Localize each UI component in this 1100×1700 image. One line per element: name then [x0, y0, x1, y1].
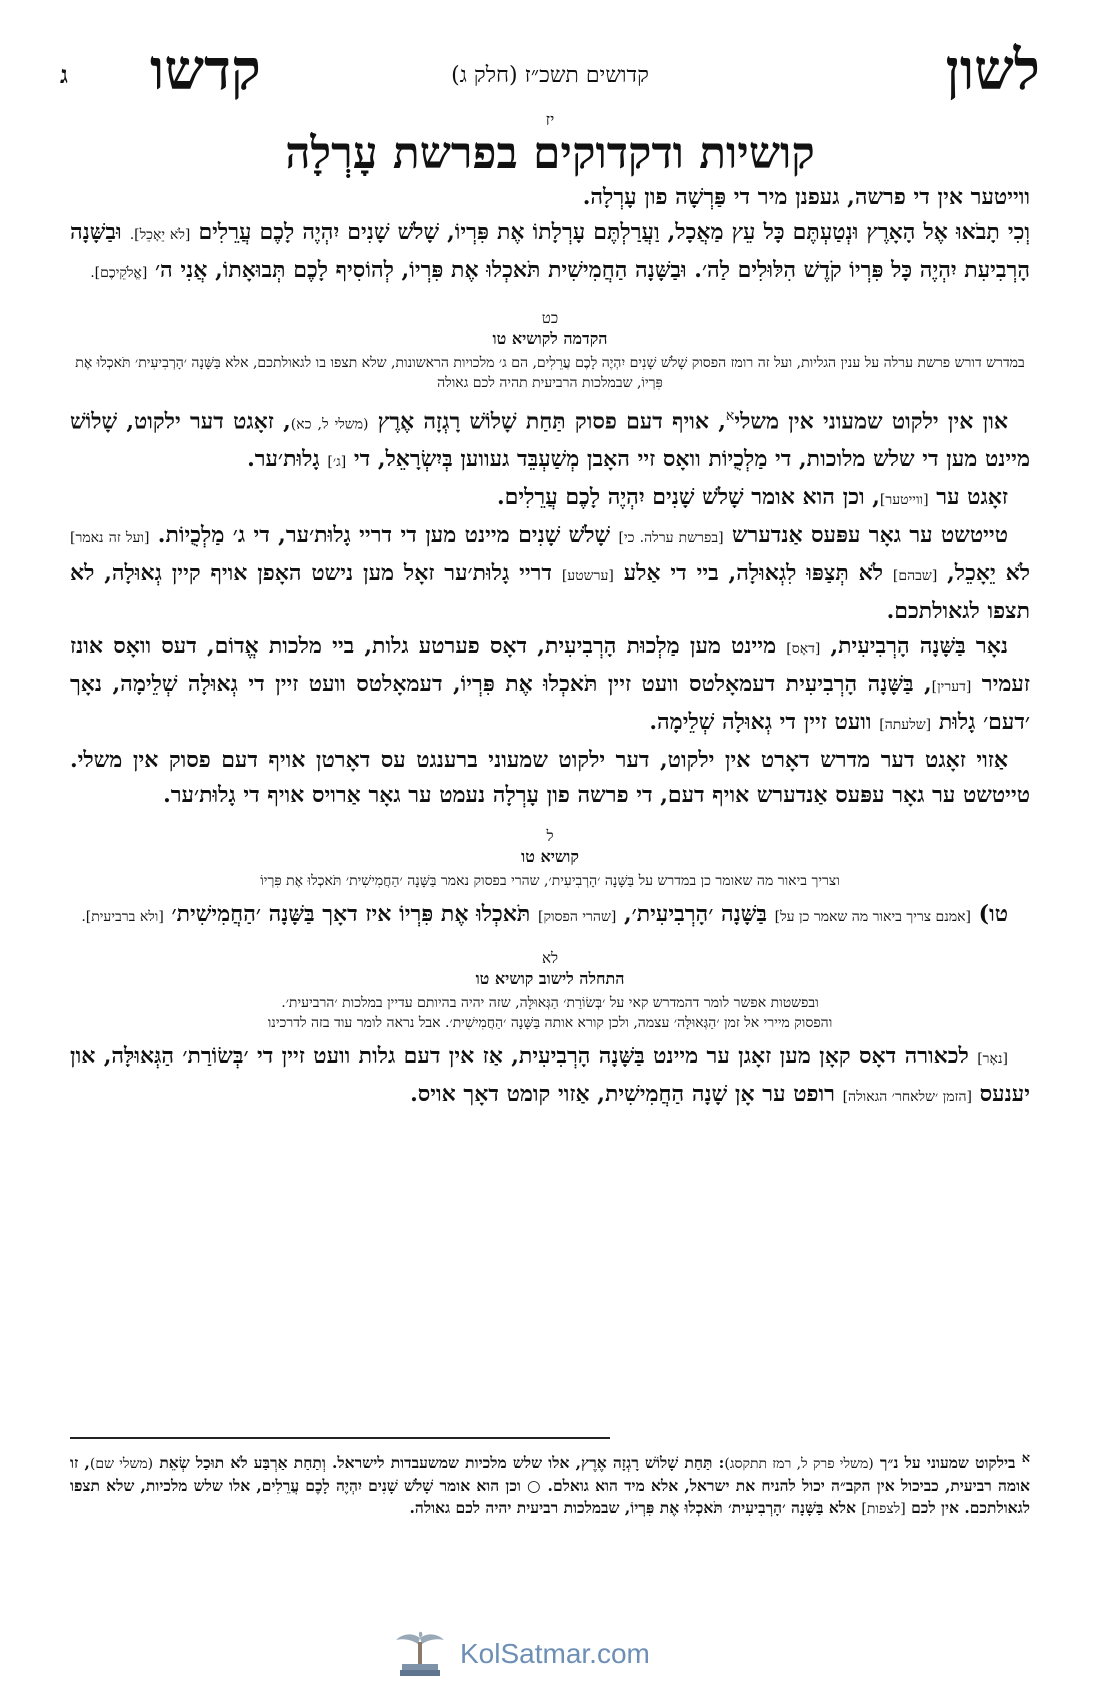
- source-ref: [אֱלֹקֵיכֶם].: [90, 265, 148, 281]
- part1-paragraph-1: און אין ילקוט שמעוני אין משלי$^א$, אויף דעם פסוק תַּחַת שָׁלוֹשׁ רָגְזָה אֶרֶץ (משלי ל, כא), זאָגט דער ילקוט, שָׁלוֹשׁ מיינט מען די שלש מלוכות, די מַלְכֻיוֹת וואָס זיי האָבן מְשַׁעְבֵּד געווען בְּיִשְׂרָאֵל, די [ג׳] גָלוּת׳ער.: [70, 408, 1030, 473]
- kolsatmar-logo: [390, 1630, 720, 1680]
- part2-title: קושיא טו: [521, 847, 579, 867]
- page-number: ג: [60, 60, 68, 89]
- intro-verse: וְכִי תָבֹאוּ אֶל הָאָרֶץ וּנְטַעְתֶּם כָּל עֵץ מַאֲכָל, וַעֲרַלְתֶּם עָרְלָתוֹ אֶת פִּרְיוֹ, שָׁלֹשׁ שָׁנִים יִהְיֶה לָכֶם עֲרֵלִים [לֹא יֵאָכֵל]. וּבַשָּׁנָה הָרְבִיעִת יִהְיֶה כָּל פִּרְיוֹ קֹדֶשׁ הִלּוּלִים לַה׳. וּבַשָּׁנָה הַחֲמִישִׁית תֹּאכְלוּ אֶת פִּרְיוֹ, לְהוֹסִיף לָכֶם תְּבוּאָתוֹ, אֲנִי ה׳ [אֱלֹקֵיכֶם].: [70, 219, 1030, 283]
- header-title-right: לשון: [945, 37, 1040, 103]
- intro-line: ווייטער אין די פרשה, געפנן מיר די פַּרְשָׁה פון עָרְלָה.: [582, 184, 1030, 210]
- part1-paragraph-3: טייטשט ער גאָר עפּעס אַנדערש [בפרשת ערלה. כי] שָׁלֹשׁ שָׁנִים מיינט מען די דריי גָלוּת׳ער, די ג׳ מַלְכֻיוֹת. [ועל זה נאמר] לֹא יֵאָכֵל, [שבהם] לֹא תְּצַפּוּ לִגְאוּלָה, ביי די אַלע [ערשטע] דריי גָלוּת׳ער זאָל מען נישט האָפן אויף קיין גְאוּלָה, לא תצפו לגאולתכם.: [70, 522, 1030, 625]
- part3-paragraph-1: [נאָר] לכאורה דאָס קאָן מען זאָגן ער מיינט בַּשָּׁנָה הָרְבִיעִית, אַז אין דעם גלות וועט זיין די ׳בְּשׂוֹרַת׳ הַגְּאוּלָּה, און יענעס [הזמן ׳שלאחר׳ הגאולה] רופט ער אָן שָׁנָה הַחֲמִישִׁית, אַזוי קומט דאָך אויס.: [70, 1043, 1030, 1108]
- part3-summary-1: ובפשטות אפשר לומר דהמדרש קאי על ׳בְּשׂוֹרַת׳ הַגְּאוּלָּה, שזה יהיה בהיותם עדיין במלכות ׳הרביעית׳.: [281, 995, 819, 1012]
- part1-paragraph-4: נאָר בַּשָּׁנָה הָרְבִיעִית, [דאָס] מיינט מען מַלְכוּת הָרְבִיעִית, דאָס פערטע גלות, ביי מלכות אֱדוֹם, דעס וואָס אונז זעמיר [דערין], בַּשָּׁנָה הָרְבִיעִית דעמאָלטס וועט זיין תֹּאכְלוּ אֶת פִּרְיוֹ, דעמאָלטס וועט זיין די גְאוּלָה שְׁלֵימָה, נאָך ׳דעם׳ גָלוּת [שלעתה] וועט זיין די גְאוּלָה שְׁלֵימָה.: [70, 633, 1030, 736]
- part3-summary-2: והפסוק מיירי אל זמן ׳הַגְּאוּלָּה׳ עצמה, ולכן קורא אותה בַּשָּׁנָה ׳הַחֲמִישִׁית׳. אבל נראה לומר עוד בזה לדרכינו: [267, 1015, 833, 1032]
- part1-title: הקדמה לקושיא טו: [492, 329, 608, 348]
- section-number: יז: [545, 110, 555, 129]
- footnote-marker: א: [725, 408, 735, 424]
- main-body: [70, 112, 1030, 1115]
- footnote: $^א$ בילקוט שמעוני על נ״ך (משלי פרק ל, רמז תתקסג): תַּחַת שָׁלוֹשׁ רָגְזָה אֶרֶץ, אלו שלש מלכיות שמשעבדות לישראל. וְתַחַת אַרְבַּע לֹא תוּכַל שְׂאֵת (משלי שם), זו אומה רביעית, כביכול אין הקב״ה יכול להניח את ישראל, אלא מיד הוא גואלם. ○ וכן הוא אומר שָׁלֹשׁ שָׁנִים יִהְיֶה לָכֶם עֲרֵלִים, אלו שלש מלכיות, שלא תצפו לגאולתכם. אין לכם [לצפות] אלא בַּשָּׁנָה ׳הָרְבִיעִית׳ תֹּאכְלוּ אֶת פִּרְיוֹ, שבמלכות רביעית יהיה לכם גאולה.: [70, 1451, 1030, 1518]
- header-subtitle: קדושים תשכ״ז (חלק ג): [451, 63, 649, 88]
- part2-number: ל: [546, 827, 554, 846]
- header-title-left: קדשו: [150, 37, 261, 103]
- part1-paragraph-2: זאָגט ער [ווייטער], וכן הוא אומר שָׁלֹשׁ שָׁנִים יִהְיֶה לָכֶם עֲרֵלִים.: [496, 484, 1008, 511]
- part1-paragraph-5: אַזוי זאָגט דער מדרש דאָרט אין ילקוט, דער ילקוט שמעוני ברענגט עס דאָרטן אויף דעם פסוק אין משלי. טייטשט ער גאָר עפּעס אַנדערש אויף דעם, די פרשה פון עָרְלָה נעמט ער גאָר אַרויס אויף די גָלוּת׳ער.: [70, 747, 1030, 809]
- part2-paragraph-1: טו) [אמנם צריך ביאור מה שאמר כן על] בַּשָּׁנָה ׳הָרְבִיעִית׳, [שהרי הפסוק] תֹּאכְלוּ אֶת פִּרְיוֹ איז דאָך בַּשָּׁנָה ׳הַחֲמִישִׁית׳ [ולא ברביעית].: [81, 901, 1008, 928]
- palm-tree-book-icon: [390, 1630, 450, 1680]
- part1-number: כט: [541, 309, 559, 327]
- footnote-marker: א: [1021, 1451, 1030, 1466]
- part3-number: לא: [541, 949, 559, 968]
- part2-summary: וצריך ביאור מה שאומר כן במדרש על בַּשָּׁנָה ׳הָרְבִיעִית׳, שהרי בפסוק נאמר בַּשָּׁנָה ׳הַחֲמִישִׁית׳ תֹּאכְלוּ אֶת פִּרְיוֹ: [260, 873, 840, 890]
- section-title: קושיות ודקדוקים בפרשת עָרְלָה: [285, 128, 815, 179]
- page-header: [60, 37, 1040, 110]
- part3-title: התחלה לישוב קושיא טו: [475, 969, 625, 989]
- source-ref: [לֹא יֵאָכֵל].: [129, 227, 191, 243]
- part1-summary: במדרש דורש פרשת ערלה על ענין הגליות, ועל זה רומז הפסוק שָׁלֹשׁ שָׁנִים יִהְיֶה לָכֶם עֲרֵלִים, הם ג׳ מלכויות הראשונות, שלא תצפו בו לגאולתכם, אלא בַּשָּׁנָה ׳הָרְבִיעִית׳ תֹּאכְלוּ אֶת פִּרְיוֹ, שבמלכות הרביעית תהיה לכם גאולה: [75, 355, 1025, 391]
- logo-text: KolSatmar.com: [460, 1638, 650, 1669]
- footnote-divider: [70, 1437, 610, 1439]
